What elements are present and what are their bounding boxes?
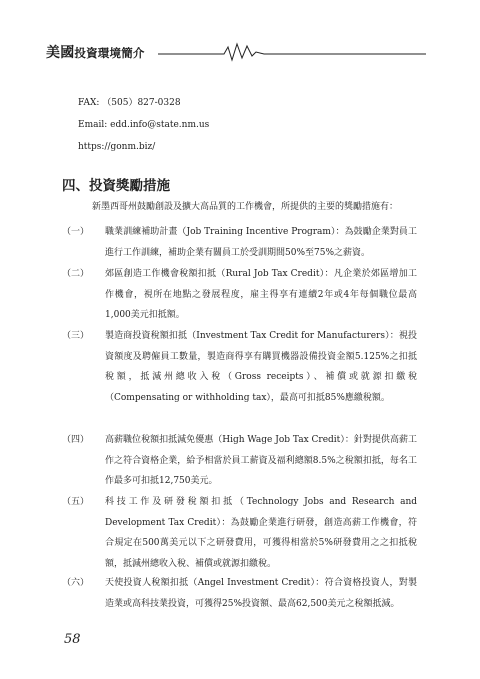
item-text: 職業訓練補助計畫（Job Training Incentive Program）：為鼓勵企業對員工進行工作訓練，補助企業有關員工於受訓期間50%至75%之薪資。 — [105, 227, 417, 258]
header-title-country: 美國 — [46, 45, 75, 61]
item-number: （二） — [62, 269, 90, 279]
list-item — [62, 222, 417, 263]
item-text: 天使投資人稅額扣抵（Angel Investment Credit）：符合資格投資人，對製造業或高科技業投資，可獲得25%投資額、最高62,500美元之稅額抵減。 — [105, 578, 417, 609]
contact-email: Email: edd.info@state.nm.us — [78, 120, 210, 130]
contact-fax: FAX: （505）827-0328 — [78, 98, 181, 108]
item-number: （一） — [62, 227, 90, 237]
section-title: 四、投資獎勵措施 — [62, 178, 170, 194]
intro-paragraph: 新墨西哥州鼓勵創設及擴大高品質的工作機會，所提供的主要的獎勵措施有： — [92, 202, 399, 212]
item-text: 製造商投資稅額扣抵（Investment Tax Credit for Manufacturers）：視投資額度及聘僱員工數量，製造商得享有購買機器設備投資金額5.125%之扣抵稅額，抵減州總收入稅（Gross receipts）、補償或就源扣繳稅（Compensating or withholding tax），最高可扣抵85%應繳稅額。 — [105, 331, 417, 403]
list-item — [62, 264, 417, 326]
list-item — [62, 430, 417, 492]
list-item — [62, 326, 417, 408]
item-text: 高薪職位稅額扣抵減免優惠（High Wage Job Tax Credit）：針對提供高薪工作之符合資格企業，給予相當於員工薪資及福利總額8.5%之稅額扣抵，每名工作最多可扣抵12,750美元。 — [105, 435, 417, 486]
item-text: 郊區創造工作機會稅額扣抵（Rural Job Tax Credit）：凡企業於郊區增加工作機會，視所在地點之發展程度，雇主得享有連續2年或4年每個職位最高1,000美元扣抵額。 — [105, 269, 417, 320]
header-title — [46, 42, 145, 62]
item-number: （五） — [62, 497, 90, 507]
item-number: （六） — [62, 578, 90, 588]
contact-website[interactable]: https://gonm.biz/ — [78, 142, 156, 152]
header-title-subject: 投資環境簡介 — [74, 46, 145, 60]
item-number: （三） — [62, 331, 90, 341]
page-number: 58 — [64, 632, 81, 647]
list-item — [62, 492, 417, 574]
item-text: 科技工作及研發稅額扣抵（Technology Jobs and Research and Development Tax Credit）：為鼓勵企業進行研發，創造高薪工作機會，符合規定在500萬美元以下之研發費用，可獲得相當於5%研發費用之之扣抵稅額，抵減州總收入稅、補償或就源扣繳稅。 — [105, 497, 417, 569]
item-number: （四） — [62, 435, 90, 445]
running-header — [46, 38, 446, 62]
list-item — [62, 573, 417, 614]
